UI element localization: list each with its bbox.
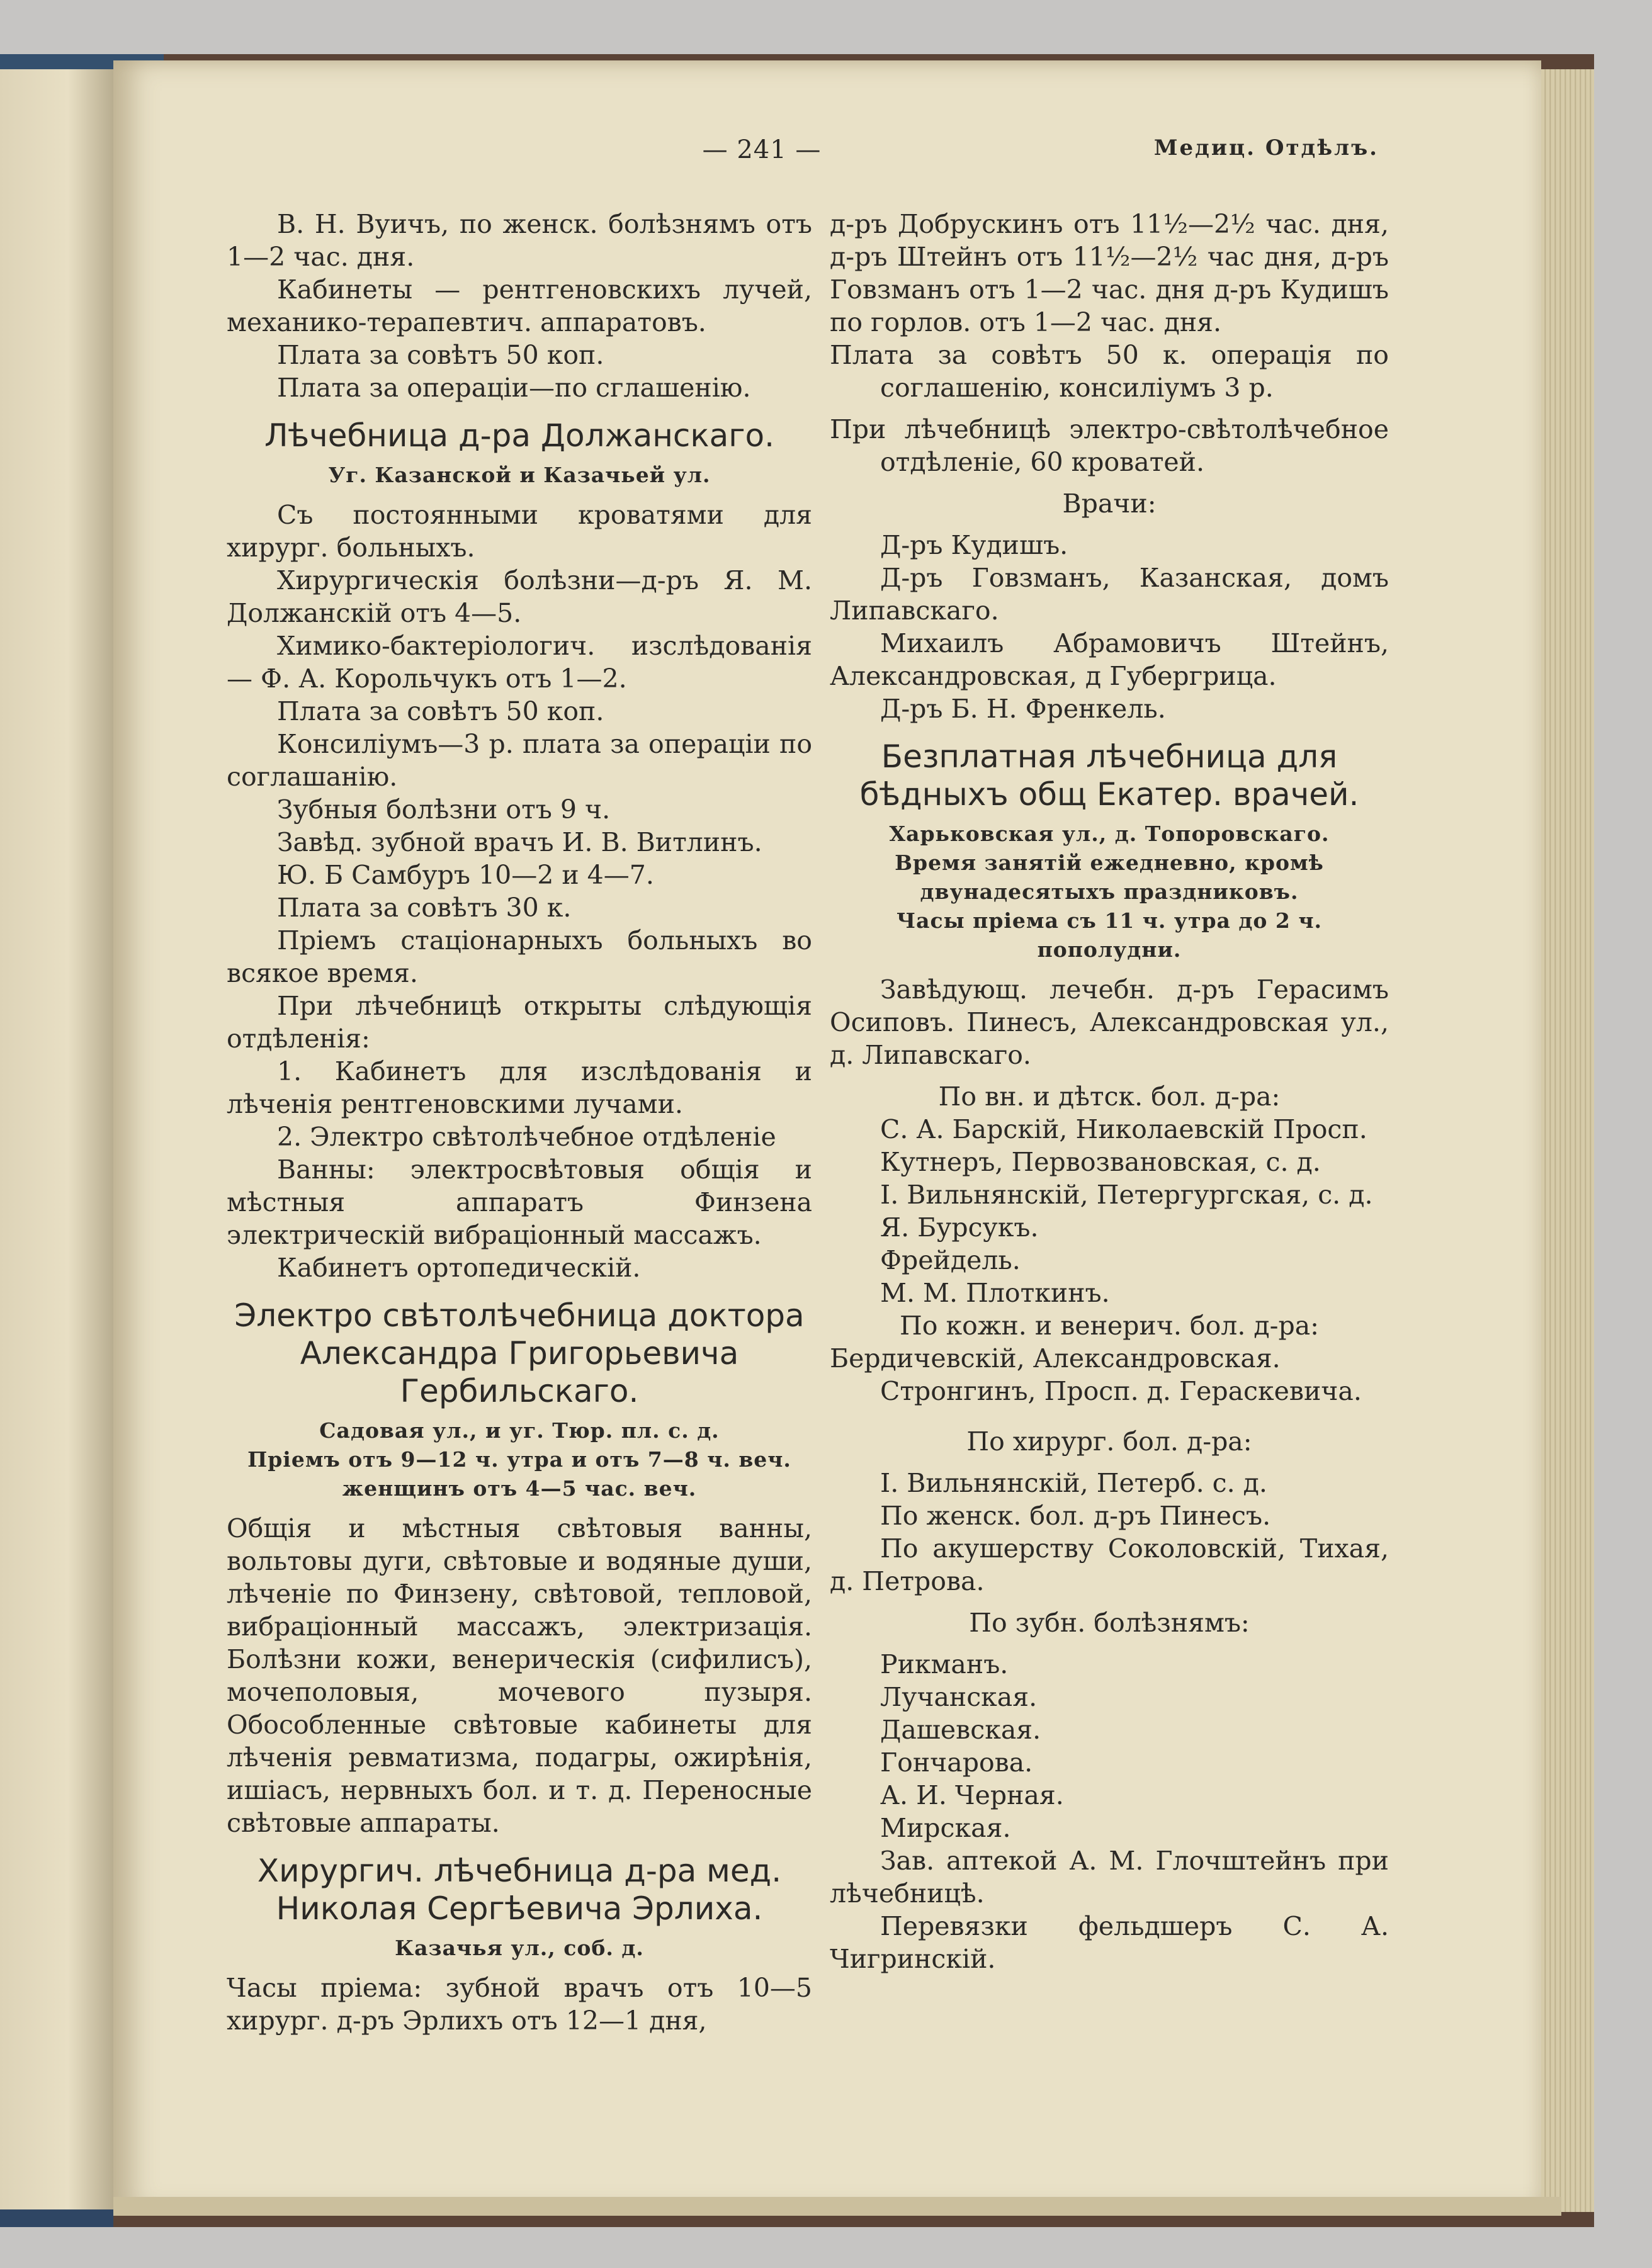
subheading: По вн. и дѣтск. бол. д-ра:	[938, 1081, 1281, 1112]
paragraph: Съ постоянными кроватями для хирург. больныхъ.	[227, 500, 812, 563]
paragraph: При лѣчебницѣ открыты слѣдующія отдѣленія:	[227, 991, 812, 1054]
paragraph: д-ръ Добрускинъ отъ 11½—2½ час. дня, д-ръ Штейнъ отъ 11½—2½ час дня, д-ръ Говзманъ отъ 1—2 час. дня д-ръ Кудишъ по горлов. отъ 1—2 час. дня.	[830, 209, 1389, 337]
section-heading: Лѣчебница д-ра Должанскаго.	[264, 417, 775, 454]
paragraph: Зубныя болѣзни отъ 9 ч.	[277, 794, 611, 825]
paragraph: Плата за совѣтъ 50 к. операція по соглашенію, консиліумъ 3 р.	[830, 340, 1389, 403]
paragraph: Общія и мѣстныя свѣтовыя ванны, вольтовы дуги, свѣтовые и водяные души, лѣченіе по Финзену, свѣтовой, тепловой, вибраціонный массажъ, электризація. Болѣзни кожи, венерическія (сифилисъ), мочеполовыя, мочевого пузыря. Обособленные свѣтовые кабинеты для лѣченія ревматизма, подагры, ожирѣнія, ишіасъ, нервныхъ бол. и т. д. Переносные свѣтовые аппараты.	[227, 1513, 812, 1838]
right-page-edges	[1541, 69, 1594, 2212]
section-heading: Безплатная лѣчебница для бѣдныхъ общ Екатер. врачей.	[859, 738, 1359, 813]
list-item: Кутнеръ, Первозвановская, с. д.	[880, 1147, 1321, 1177]
hours: Пріемъ отъ 9—12 ч. утра и отъ 7—8 ч. веч. женщинъ отъ 4—5 час. веч.	[247, 1447, 791, 1501]
subheading: По зубн. болѣзнямъ:	[969, 1608, 1250, 1638]
list-item: С. А. Барскій, Николаевскій Просп.	[880, 1114, 1367, 1144]
subheading: Врачи:	[1062, 488, 1157, 519]
paragraph: В. Н. Вуичъ, по женск. болѣзнямъ отъ 1—2 час. дня.	[227, 209, 812, 272]
left-page-edge	[0, 69, 113, 2209]
paragraph: Д-ръ Кудишъ.	[880, 530, 1068, 560]
paragraph: Кабинетъ ортопедическій.	[277, 1253, 641, 1283]
paragraph: Плата за совѣтъ 50 коп.	[277, 696, 604, 726]
list-item: Мирская.	[880, 1813, 1011, 1843]
schedule: Время занятій ежедневно, кромѣ двунадесятыхъ праздниковъ.	[895, 850, 1324, 904]
paragraph: При лѣчебницѣ электро-свѣтолѣчебное отдѣленіе, 60 кроватей.	[830, 414, 1389, 477]
right-column	[830, 208, 1389, 1975]
page-number: — 241 —	[702, 135, 822, 164]
paragraph: Консиліумъ—3 р. плата за операціи по соглашанію.	[227, 729, 812, 792]
paragraph: Перевязки фельдшеръ С. А. Чигринскій.	[830, 1911, 1389, 1974]
paragraph: Плата за операціи—по сглашенію.	[277, 373, 751, 403]
list-item: Гончарова.	[880, 1747, 1033, 1778]
paragraph: Завѣд. зубной врачъ И. В. Витлинъ.	[277, 827, 762, 857]
list-item: І. Вильнянскій, Петерб. с. д.	[880, 1468, 1267, 1498]
address: Харьковская ул., д. Топоровскаго.	[889, 821, 1330, 846]
dentist-list	[830, 1648, 1389, 1844]
paragraph: Д-ръ Говзманъ, Казанская, домъ Липавскаго.	[830, 563, 1389, 626]
paragraph: Часы пріема: зубной врачъ отъ 10—5 хирург. д-ръ Эрлихъ отъ 12—1 дня,	[227, 1973, 812, 2036]
paragraph: Плата за совѣтъ 50 коп.	[277, 340, 604, 370]
list-item: Лучанская.	[880, 1682, 1038, 1712]
list-item: Дашевская.	[880, 1715, 1041, 1745]
doctor-list	[830, 1113, 1389, 1309]
paragraph: Завѣдующ. лечебн. д-ръ Герасимъ Осиповъ. Пинесъ, Александровская ул., д. Липавскаго.	[830, 974, 1389, 1070]
paragraph: Пріемъ стаціонарныхъ больныхъ во всякое время.	[227, 925, 812, 988]
paragraph: Зав. аптекой А. М. Глочштейнъ при лѣчебницѣ.	[830, 1846, 1389, 1909]
address: Садовая ул., и уг. Тюр. пл. с. д.	[319, 1418, 720, 1443]
paragraph: Кабинеты — рентгеновскихъ лучей, механико-терапевтич. аппаратовъ.	[227, 274, 812, 337]
address: Уг. Казанской и Казачьей ул.	[328, 463, 711, 487]
paragraph: По акушерству Соколовскій, Тихая, д. Петрова.	[830, 1533, 1389, 1596]
list-item: Я. Бурсукъ.	[880, 1212, 1039, 1243]
address: Казачья ул., соб. д.	[395, 1936, 644, 1960]
subheading: По кожн. и венерич. бол. д-ра:	[899, 1311, 1319, 1341]
paragraph: Ю. Б Самбуръ 10—2 и 4—7.	[277, 860, 654, 890]
left-column	[227, 208, 812, 2037]
paragraph: Хирургическія болѣзни—д-ръ Я. М. Должанскій отъ 4—5.	[227, 565, 812, 628]
list-item: Стронгинъ, Просп. д. Гераскевича.	[880, 1376, 1362, 1406]
paragraph: Ванны: электросвѣтовыя общія и мѣстныя аппаратъ Финзена электрическій вибраціонный массажъ.	[227, 1154, 812, 1250]
paragraph: 1. Кабинетъ для изслѣдованія и лѣченія рентгеновскими лучами.	[227, 1056, 812, 1119]
list-item: І. Вильнянскій, Петергургская, с. д.	[880, 1180, 1373, 1210]
section-heading: Электро свѣтолѣчебница доктора Александра Григорьевича Гербильскаго.	[234, 1297, 805, 1409]
hours: Часы пріема съ 11 ч. утра до 2 ч. пополудни.	[896, 908, 1323, 962]
paragraph: Д-ръ Б. Н. Френкель.	[880, 694, 1166, 724]
list-item: Фрейдель.	[880, 1245, 1021, 1275]
list-item: Бердичевскій, Александровская.	[830, 1343, 1281, 1374]
running-header: Медиц. Отдѣлъ.	[1153, 135, 1379, 161]
paragraph: Михаилъ Абрамовичъ Штейнъ, Александровская, д Губергрица.	[830, 628, 1389, 691]
list-item: Рикманъ.	[880, 1649, 1009, 1679]
list-item: А. И. Черная.	[880, 1780, 1064, 1810]
paragraph: Химико-бактеріологич. изслѣдованія — Ф. А. Корольчукъ отъ 1—2.	[227, 631, 812, 694]
bottom-page-edge	[113, 2197, 1561, 2216]
list-item: М. М. Плоткинъ.	[880, 1278, 1110, 1308]
section-heading: Хирургич. лѣчебница д-ра мед. Николая Сергѣевича Эрлиха.	[257, 1853, 782, 1927]
paragraph: 2. Электро свѣтолѣчебное отдѣленіе	[277, 1122, 776, 1152]
list-item: По женск. бол. д-ръ Пинесъ.	[880, 1501, 1271, 1531]
subheading: По хирург. бол. д-ра:	[966, 1426, 1252, 1457]
paragraph: Плата за совѣтъ 30 к.	[277, 893, 572, 923]
